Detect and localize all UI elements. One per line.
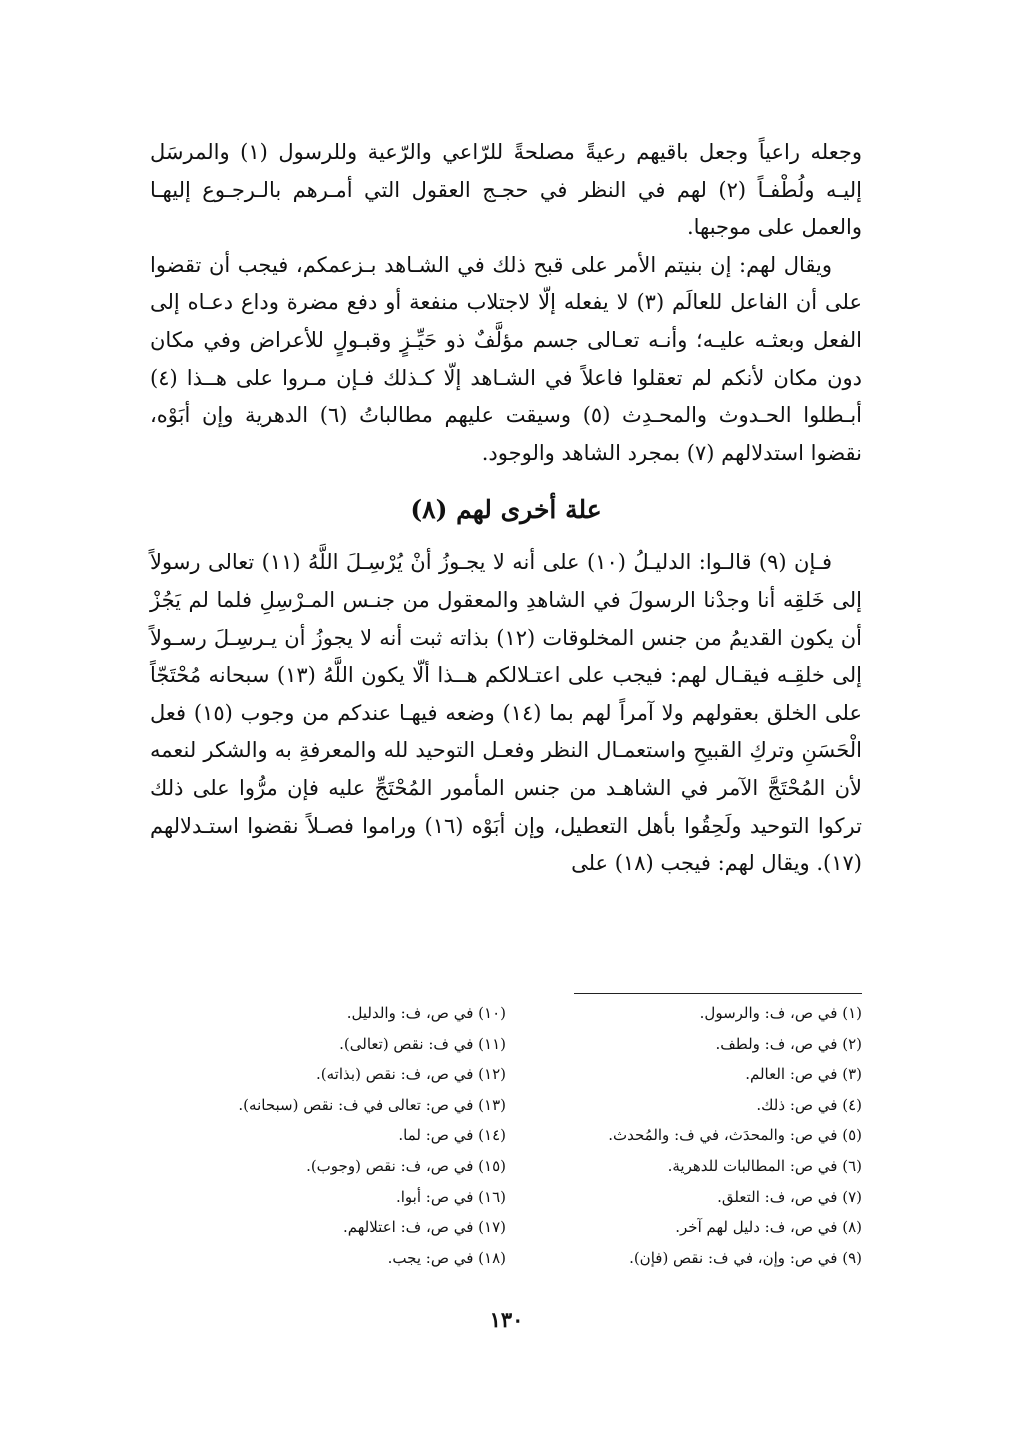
paragraph-1: وجعله راعياً وجعل باقيهم رعيةً مصلحةً للرّاعي والرّعية وللرسول (١) والمرسَل إليـه ولُطْفـاً (٢) لهم في النظر في حجـج العقول التي أمـرهم بالـرجـوع إليهـا والعمل على موجبها.	[150, 140, 862, 240]
footnote: (١٢) في ص، ف: نقص (بذاته).	[316, 1065, 506, 1084]
footnote: (٥) في ص: والمحدَث، في ف: والمُحدث.	[608, 1126, 862, 1145]
footnote: (١٧) في ص، ف: اعتلالهم.	[343, 1218, 506, 1237]
paragraph-3: فـإن (٩) قالـوا: الدليـلُ (١٠) على أنه لا يجـوزُ أنْ يُرْسِـلَ اللَّهُ (١١) تعالى رسولاً إلى خَلقِه أنا وجدْنا الرسولَ في الشاهدِ والمعقول من جنـس المـرْسِلِ فلما لم يَجُزْ أن يكون القديمُ من جنس المخلوقات (١٢) بذاته ثبت أنه لا يجوزُ أن يـرسِـلَ رسـولاً إلى خلقِـه فيقـال لهم: فيجب على اعتـلالكم هــذا ألّا يكون اللَّهُ (١٣) سبحانه مُحْتَجّاً على الخلق بعقولهم ولا آمراً لهم بما (١٤) وضعه فيهـا عندكم من وجوب (١٥) فعل الْحَسَنِ وتركِ القبيحِ واستعمـال النظر وفعـل التوحيد لله والمعرفةِ به والشكر لنعمه لأن المُحْتَجَّ الآمر في الشاهـد من جنس المأمور المُحْتَجِّ عليه فإن مرُّوا على ذلك تركوا التوحيد ولَحِقُوا بأهل التعطيل، وإن أبَوْه (١٦) وراموا فصـلاً نقضوا استـدلالهم (١٧). ويقال لهم: فيجب (١٨) على	[150, 550, 863, 876]
footnote-separator	[574, 993, 862, 994]
footnotes-left-column	[150, 998, 506, 1273]
footnote: (٩) في ص: وإن، في ف: نقص (فإن).	[629, 1248, 862, 1267]
footnote: (١٠) في ص، ف: والدليل.	[346, 1004, 506, 1022]
footnote: (١٥) في ص، ف: نقص (وجوب).	[306, 1156, 506, 1175]
footnote: (١٨) في ص: يجب.	[387, 1248, 506, 1267]
footnotes-right-column	[506, 998, 862, 1273]
footnote: (١٦) في ص: أبوا.	[395, 1187, 506, 1206]
footnote: (١) في ص، ف: والرسول.	[699, 1004, 862, 1022]
footnote: (١٤) في ص: لما.	[398, 1126, 506, 1145]
paragraph-2: ويقال لهم: إن بنيتم الأمر على قبح ذلك في الشـاهد بـزعمكم، فيجب أن تقضوا على أن الفاعل للعالَم (٣) لا يفعله إلّا لاجتلاب منفعة أو دفع مضرة وداع دعـاه إلى الفعل وبعثـه عليـه؛ وأنـه تعـالى جسم مؤلَّفٌ ذو حَيِّـزٍ وقبـولٍ للأعراض وفي مكان دون مكان لأنكم لم تعقلوا فاعلاً في الشـاهد إلّا كـذلك فـإن مـروا على هــذا (٤) أبـطلوا الحـدوث والمحـدِث (٥) وسيقت عليهم مطالباتُ (٦) الدهرية وإن أبَوْه، نقضوا استدلالهم (٧) بمجرد الشاهد والوجود.	[150, 252, 862, 465]
footnote: (٤) في ص: ذلك.	[756, 1095, 862, 1114]
footnote: (١٣) في ص: تعالى في ف: نقص (سبحانه).	[238, 1095, 506, 1114]
section-heading: علة أخرى لهم (٨)	[410, 495, 602, 525]
footnote: (٢) في ص، ف: ولطف.	[715, 1034, 862, 1053]
footnotes	[150, 998, 862, 1273]
footnote: (٨) في ص، ف: دليل لهم آخر.	[675, 1218, 862, 1237]
footnote: (٣) في ص: العالم.	[745, 1065, 862, 1084]
footnote: (٧) في ص، ف: التعلق.	[717, 1187, 862, 1206]
page-number: ١٣٠	[489, 1307, 524, 1332]
footnote: (١١) في ف: نقص (تعالى).	[339, 1034, 506, 1053]
main-text	[150, 134, 862, 883]
footnote: (٦) في ص: المطالبات للدهرية.	[667, 1156, 862, 1175]
